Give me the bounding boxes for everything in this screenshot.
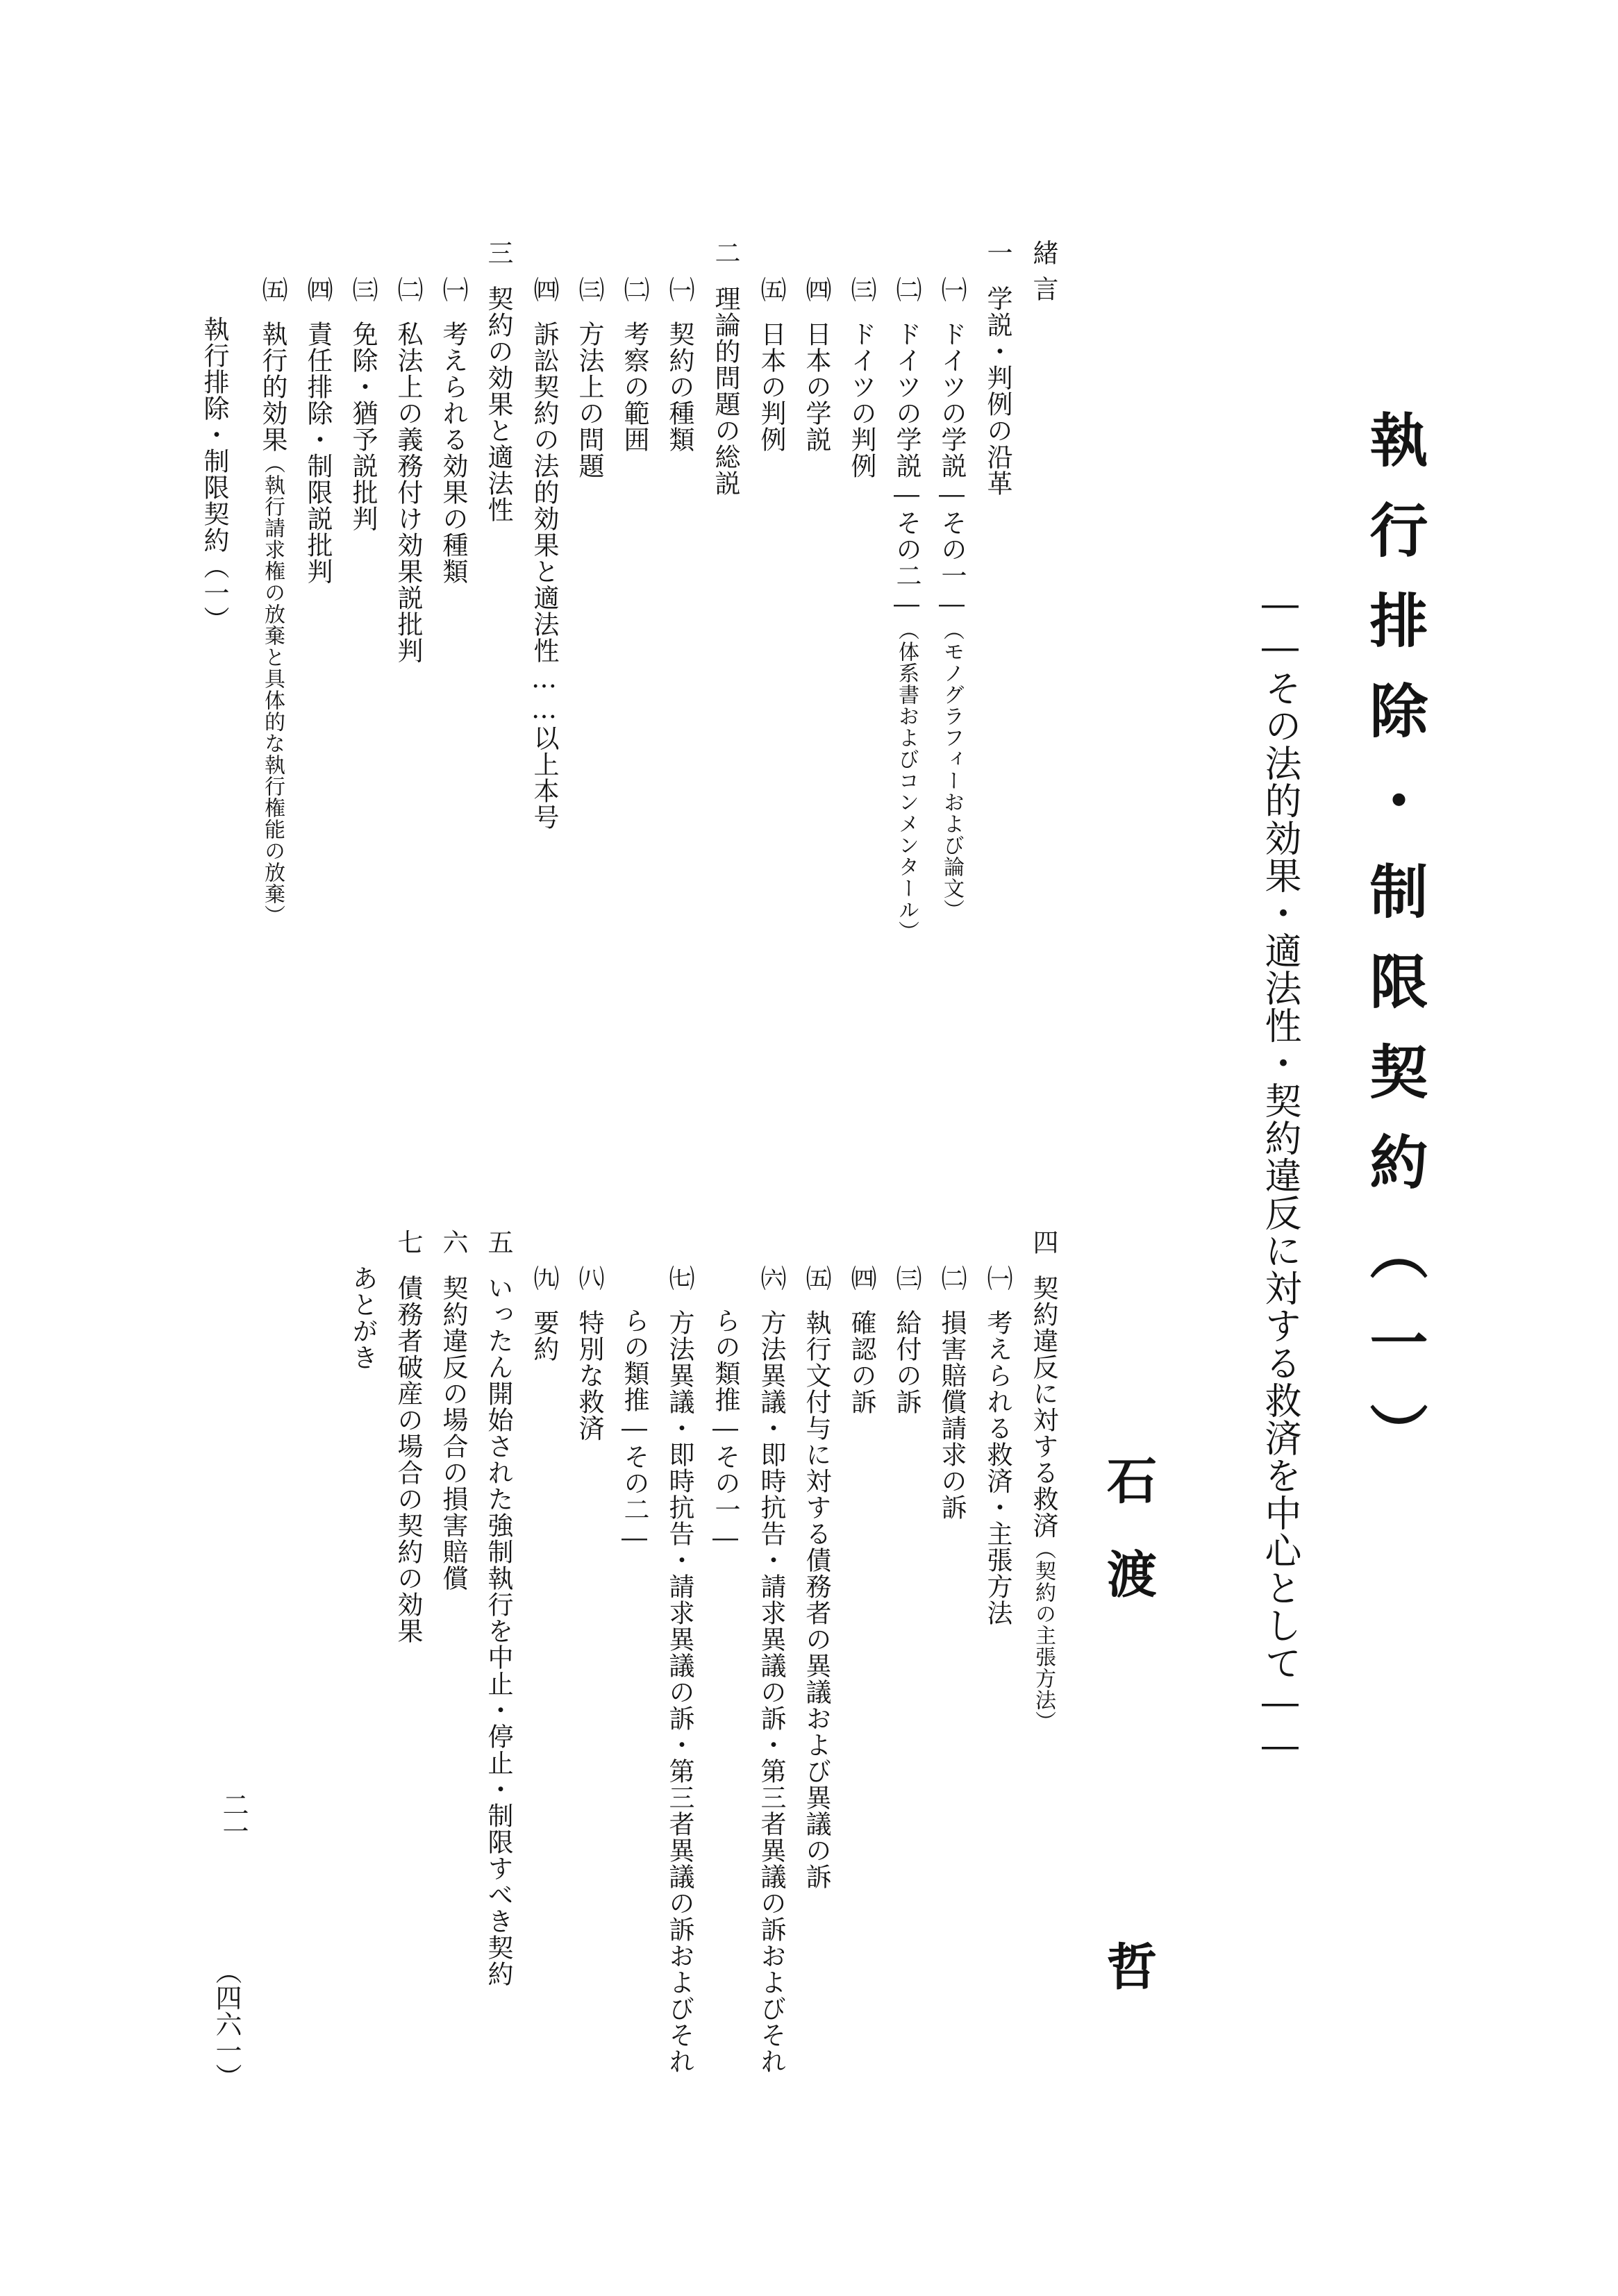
toc-text: 免除・猶予説批判 [348, 321, 378, 532]
toc-entry-continued: らの類推―その二― [619, 1307, 649, 1553]
toc-label: ㈡ [393, 276, 423, 303]
toc-note: （体系書およびコンメンタール） [894, 619, 919, 942]
toc-label: 六 [438, 1229, 468, 1255]
running-title: 執行排除・制限契約（一） [199, 316, 229, 632]
toc-label: 三 [483, 240, 513, 266]
toc-entry [485, 240, 511, 523]
toc-label: 四 [1028, 1229, 1058, 1255]
toc-entry [395, 276, 421, 664]
toc-entry [350, 276, 376, 532]
toc-entry [531, 1265, 557, 1362]
toc-note: （執行請求権の放棄と具体的な執行権能の放棄） [260, 453, 285, 926]
toc-entry [440, 1229, 466, 1591]
author-given-name: 哲 [1099, 1941, 1158, 1991]
toc-label: 緒 [1028, 240, 1058, 266]
toc-label: ㈦ [665, 1265, 694, 1291]
toc-entry [667, 1265, 692, 2075]
toc-label: ㈢ [846, 276, 876, 303]
toc-entry [758, 276, 784, 453]
toc-label: ㈠ [665, 276, 694, 303]
toc-text: 学説・判例の沿革 [983, 285, 1012, 496]
toc-entry [440, 276, 466, 585]
article-subtitle: ――その法的効果・適法性・契約違反に対する救済を中心として―― [1259, 583, 1301, 1768]
toc-entry [803, 276, 829, 453]
toc-text: 損害賠償請求の訴 [937, 1309, 967, 1520]
page-number-alt: （四六一） [211, 1958, 242, 2090]
toc-label: ㈢ [348, 276, 378, 303]
toc-label: 五 [483, 1229, 513, 1255]
toc-label: ㈢ [892, 1265, 921, 1291]
toc-label: ㈣ [801, 276, 831, 303]
toc-entry [758, 1265, 784, 2075]
toc-label: 七 [393, 1229, 423, 1255]
toc-text: ドイツの判例 [846, 321, 876, 479]
toc-text: 日本の判例 [756, 321, 786, 453]
toc-entry-preface [1028, 240, 1058, 302]
toc-text: ドイツの学説―その二― [892, 321, 921, 619]
toc-text: 契約の種類 [665, 321, 694, 453]
toc-entry [803, 1265, 829, 1890]
toc-entry [576, 1265, 602, 1441]
toc-text: 方法異議・即時抗告・請求異議の訴・第三者異議の訴およびそれ [665, 1309, 694, 2075]
toc-text: 確認の訴 [846, 1309, 876, 1415]
toc-label-tail: 言 [1028, 276, 1058, 302]
article-title: 執行排除・制限契約（一） [1360, 410, 1429, 1493]
toc-text: 考えられる救済・主張方法 [983, 1309, 1012, 1626]
toc-label: ㈠ [438, 276, 468, 303]
toc-label: ㈢ [574, 276, 604, 303]
toc-label: ㈤ [801, 1265, 831, 1291]
toc-label: ㈡ [937, 1265, 967, 1291]
toc-label: ㈡ [619, 276, 649, 303]
toc-entry [260, 276, 285, 926]
toc-text: 契約の効果と適法性 [483, 285, 513, 523]
toc-entry [531, 276, 557, 830]
toc-entry [846, 1265, 876, 1415]
toc-text: 責任排除・制限説批判 [303, 321, 333, 585]
toc-entry-afterword: あとがき [348, 1265, 378, 1371]
toc-text: 契約違反の場合の損害賠償 [438, 1275, 468, 1591]
toc-entry [846, 276, 876, 479]
toc-entry [619, 276, 649, 453]
toc-text: 債務者破産の場合の契約の効果 [393, 1275, 423, 1644]
toc-text: 要約 [529, 1309, 559, 1362]
toc-entry [485, 1229, 511, 1987]
toc-text: いったん開始された強制執行を中止・停止・制限すべき契約 [483, 1275, 513, 1987]
toc-entry [894, 1265, 919, 1415]
toc-label: ㈣ [529, 276, 559, 303]
toc-entry [939, 1265, 965, 1520]
toc-label: ㈠ [983, 1265, 1012, 1291]
toc-text: 訴訟契約の法的効果と適法性……以上本号 [529, 321, 559, 830]
author-middle: 渡 [1099, 1548, 1158, 1598]
toc-entry [305, 276, 331, 585]
toc-label: ㈡ [892, 276, 921, 303]
toc-entry [712, 240, 738, 496]
toc-text: 特別な救済 [574, 1309, 604, 1441]
toc-text: 考えられる効果の種類 [438, 321, 468, 585]
toc-text: 考察の範囲 [619, 321, 649, 453]
toc-entry [667, 276, 692, 453]
toc-label: ㈤ [756, 276, 786, 303]
toc-text: 日本の学説 [801, 321, 831, 453]
toc-entry [395, 1229, 421, 1644]
toc-text: 理論的問題の総説 [710, 285, 740, 496]
toc-label: ㈨ [529, 1265, 559, 1291]
toc-text: 方法異議・即時抗告・請求異議の訴・第三者異議の訴およびそれ [756, 1309, 786, 2075]
toc-entry [985, 240, 1010, 496]
toc-entry [1028, 1229, 1058, 1732]
toc-text: 給付の訴 [892, 1309, 921, 1415]
toc-entry [939, 276, 965, 921]
toc-text: 方法上の問題 [574, 321, 604, 479]
toc-entry [894, 276, 919, 942]
toc-label: ㈣ [303, 276, 333, 303]
page-number: 二一 [218, 1791, 249, 1844]
toc-note: （契約の主張方法） [1031, 1539, 1056, 1732]
author-family-name: 石 [1099, 1455, 1158, 1505]
toc-label: ㈣ [846, 1265, 876, 1291]
toc-text: 契約違反に対する救済 [1028, 1275, 1058, 1539]
toc-label: ㈥ [756, 1265, 786, 1291]
toc-text: ドイツの学説―その一― [937, 321, 967, 619]
toc-text: 執行文付与に対する債務者の異議および異議の訴 [801, 1309, 831, 1890]
toc-label: ㈤ [258, 276, 287, 303]
toc-text: 執行的効果 [258, 321, 287, 453]
toc-entry [576, 276, 602, 479]
toc-entry [985, 1265, 1010, 1626]
toc-label: ㈠ [937, 276, 967, 303]
toc-label: ㈧ [574, 1265, 604, 1291]
toc-label: 二 [710, 240, 740, 266]
toc-entry-continued: らの類推―その一― [710, 1307, 740, 1553]
toc-label: 一 [983, 240, 1012, 266]
toc-note: （モノグラフィーおよび論文） [940, 619, 964, 921]
toc-text: 私法上の義務付け効果説批判 [393, 321, 423, 664]
